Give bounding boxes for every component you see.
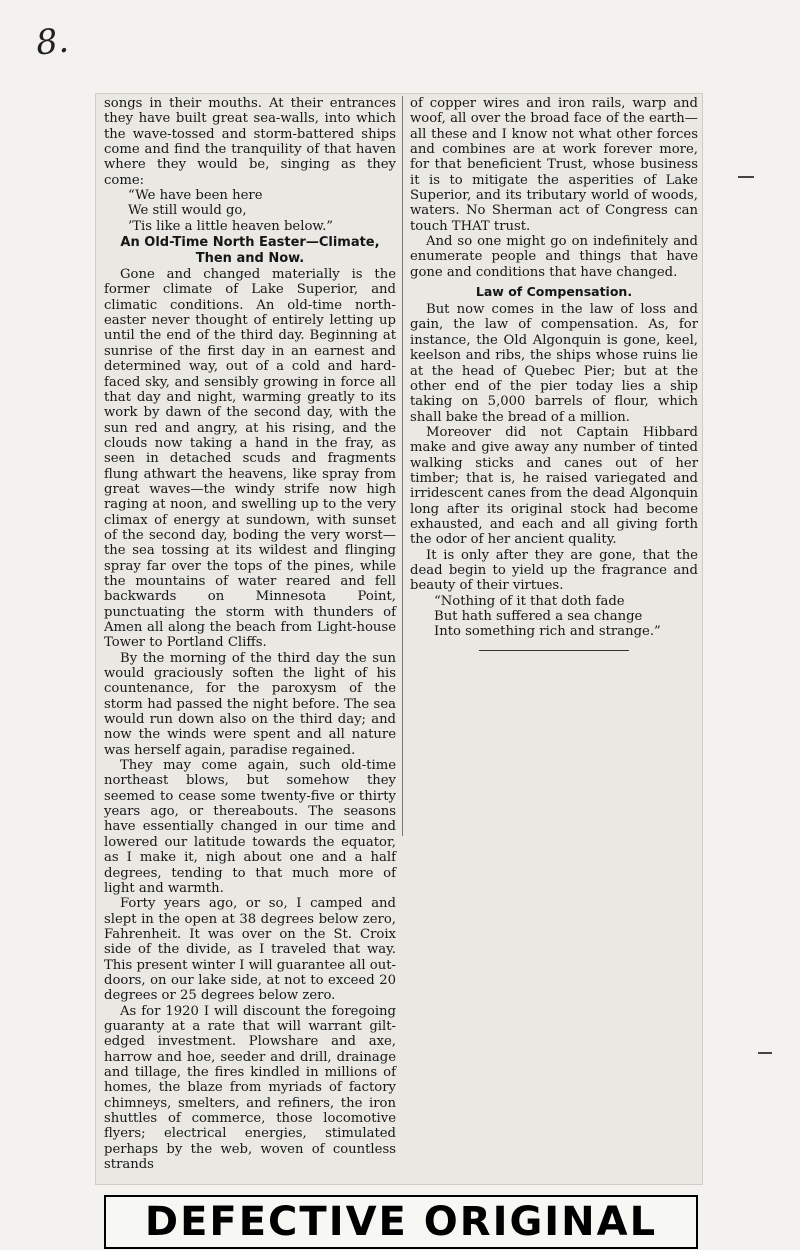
paragraph: As for 1920 I will discount the foregoing guaranty at a rate that will warrant gilt-edged investment. Plowshare and axe, harrow and hoe, seeder and drill, drainage and tillage, the fires kindled in millions of homes, the blaze from myriads of factory chimneys, smelters, and refiners, the iron shuttles of commerce, those locomotive flyers; electrical energies, stimulated perhaps by the web, woven of countless strands (104, 1003, 396, 1173)
verse-line: Into something rich and strange.” (434, 624, 661, 640)
paragraph: of copper wires and iron rails, warp and woof, all over the broad face of the earth—all these and I know not what other forces and combines are at work forever more, for that beneficient Trust, whose business it is to mitigate the asperities of Lake Superior, and its tributary world of woods, waters. No Sherman act of Congress can touch THAT trust. (410, 96, 698, 234)
heading-line: An Old-Time North Easter—Climate, (120, 235, 380, 251)
paragraph: They may come again, such old-time northeast blows, but somehow they seemed to cease some twenty-five or thirty years ago, or thereabouts. The seasons have essentially changed in our time and lowered our latitude towards the equator, as I make it, nigh about one and a half degrees, tending to that much more of light and warmth. (104, 758, 396, 896)
verse-line: ’Tis like a little heaven below.” (128, 218, 334, 234)
handwritten-page-number: 8. (33, 20, 71, 64)
verse-line: “Nothing of it that doth fade (434, 593, 625, 609)
paragraph: But now comes in the law of loss and gain, the law of compensation. As, for instance, the Old Algonquin is gone, keel, keelson and ribs, the ships whose ruins lie at the head of Quebec Pier; but at the other end of the pier today lies a ship taking on 5,000 barrels of flour, which shall bake the bread of a million. (410, 302, 698, 425)
paragraph: songs in their mouths. At their entrances they have built great sea-walls, into which the wave-tossed and storm-battered ships come and find the tranquility of that haven where they would be, singing as they come: (104, 96, 396, 188)
stamp-text: DEFECTIVE ORIGINAL (144, 1199, 658, 1245)
column-divider (402, 96, 403, 836)
margin-mark (758, 1052, 772, 1054)
verse-line: But hath suffered a sea change (434, 609, 643, 624)
paragraph: Moreover did not Captain Hibbard make and give away any number of tinted walking sticks and canes out of her timber; that is, he raised variegated and irridescent canes from the dead Algonquin long after its original stock had become exhausted, and each and all giving forth the odor of her ancient quality. (410, 424, 698, 548)
paragraph: And so one might go on indefinitely and enumerate people and things that have gone and conditions that have changed. (410, 234, 698, 280)
left-column (104, 96, 396, 1172)
end-rule (479, 650, 629, 651)
paragraph: Gone and changed materially is the former climate of Lake Superior, and climatic conditions. An old-time north-easter never thought of entirely letting up until the end of the third day. Beginning at sunrise of the first day in an earnest and determined way, out of a cold and hard-faced sky, and sensibly growing in force all that day and night, warming greatly to its work by dawn of the second day, with the sun red and angry, at his rising, and the clouds now taking a hand in the fray, as seen in detached scuds and fragments flung athwart the heavens, like spray from great waves—the windy strife now high raging at noon, and swelling up to the very climax of energy at sundown, with sunset of the second day, boding the very worst—the sea tossing at its wildest and flinging spray far over the tops of the pines, while the mountains of water reared and fell backwards on Minnesota Point, punctuating the storm with thunders of Amen all along the beach from Light-house Tower to Portland Cliffs. (104, 267, 396, 651)
paragraph: By the morning of the third day the sun would graciously soften the light of his countenance, for the paroxysm of the storm had passed the night before. The sea would run down also on the third day; and now the winds were spent and all nature was herself again, paradise regained. (104, 650, 396, 758)
margin-mark (738, 176, 754, 178)
paragraph: It is only after they are gone, that the dead begin to yield up the fragrance and beauty of their virtues. (410, 547, 698, 594)
verse-line: “We have been here (128, 188, 263, 204)
heading-line: Then and Now. (195, 250, 305, 266)
defective-original-stamp (104, 1195, 698, 1249)
right-column (410, 96, 698, 651)
section-heading (104, 235, 396, 266)
verse-line: We still would go, (128, 203, 247, 219)
paragraph: Forty years ago, or so, I camped and slept in the open at 38 degrees below zero, Fahrenheit. It was over on the St. Croix side of the divide, as I traveled that way. This present winter I will guarantee all out-doors, on our lake side, at not to exceed 20 degrees or 25 degrees below zero. (104, 896, 396, 1004)
verse-quote (104, 188, 396, 234)
section-subheading: Law of Compensation. (475, 284, 633, 300)
verse-quote (410, 594, 698, 640)
